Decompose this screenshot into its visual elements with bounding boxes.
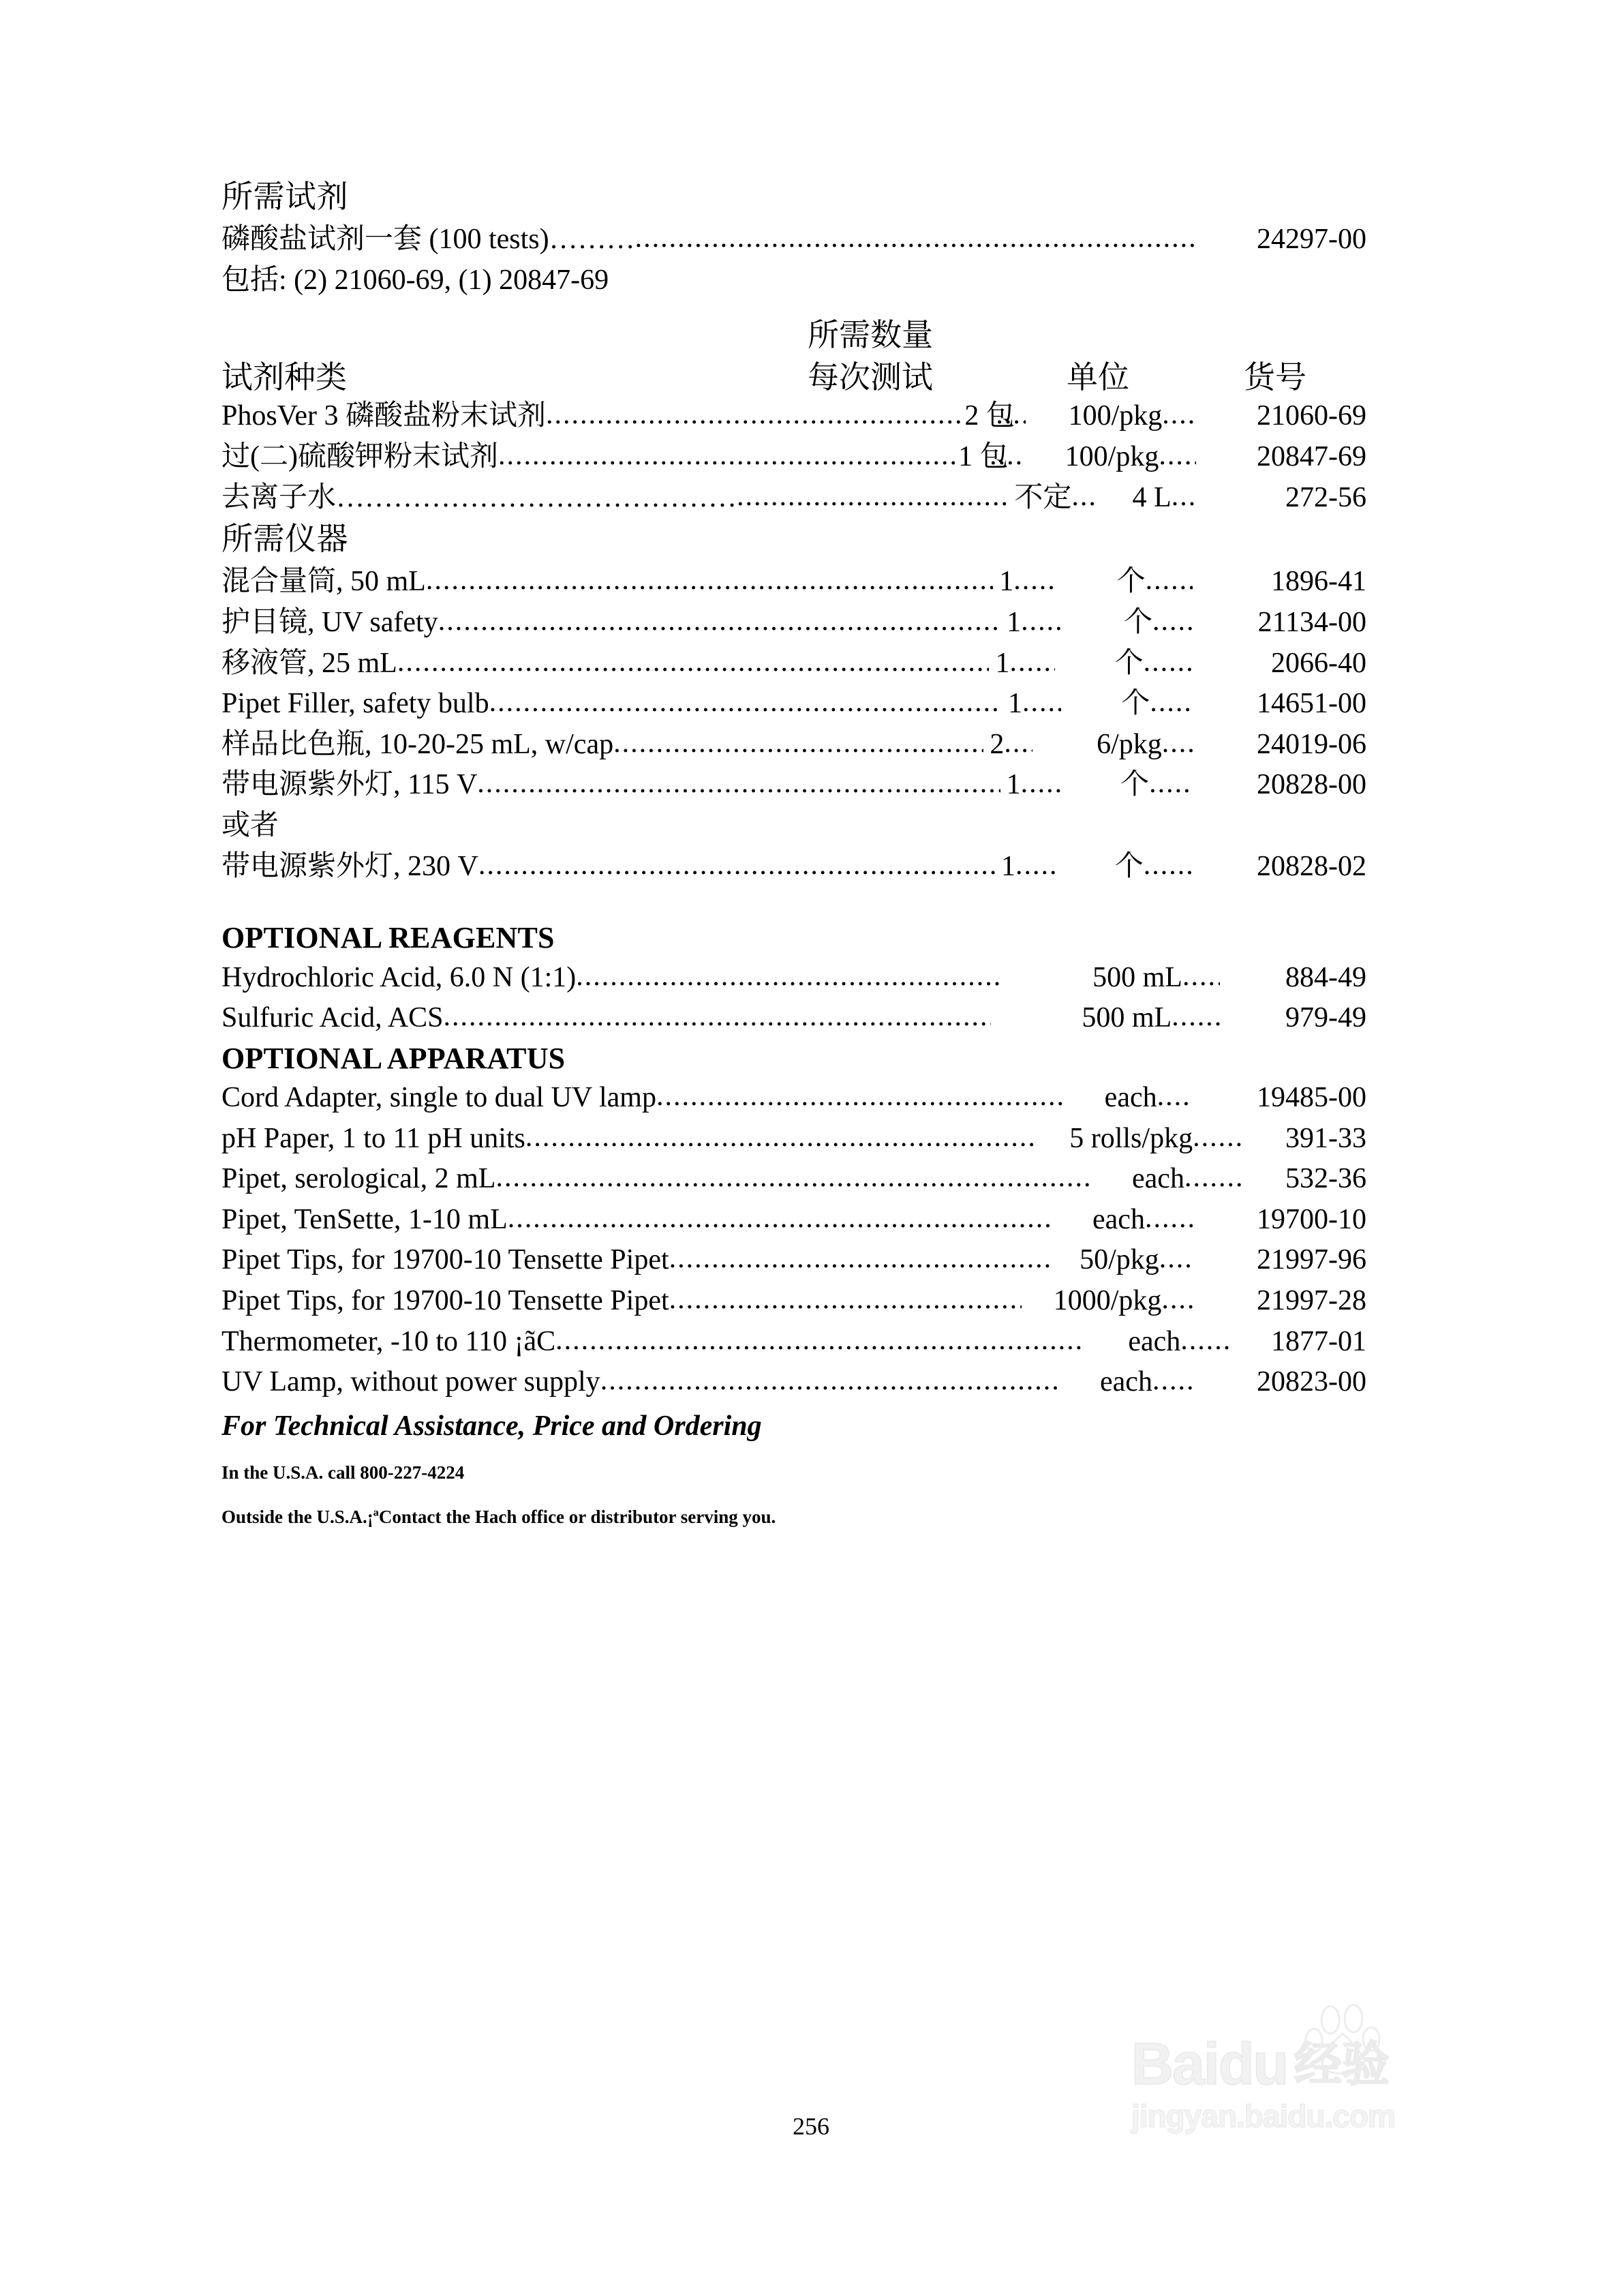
technical-assistance-title: For Technical Assistance, Price and Ordering: [221, 1410, 762, 1442]
table-row: [221, 1159, 1366, 1200]
leader-dots: [1152, 1361, 1193, 1402]
table-row: [221, 1078, 1366, 1119]
leader-dots: [600, 1361, 1057, 1402]
reagent-unit: 100/pkg: [1065, 440, 1159, 472]
optional-apparatus-name: UV Lamp, without power supply: [221, 1366, 600, 1398]
optional-apparatus-catalog: 19485-00: [1257, 1081, 1366, 1113]
leader-dots: [1182, 956, 1220, 997]
reagent-qty: 2 包: [964, 400, 1015, 432]
leader-dots: [635, 218, 1196, 259]
apparatus-name: 带电源紫外灯, 115 V: [221, 769, 478, 801]
leader-dots: [1150, 682, 1193, 723]
reagent-kit-row: [221, 220, 1366, 260]
apparatus-catalog: 2066-40: [1271, 647, 1366, 679]
apparatus-table: [221, 562, 1366, 887]
reagent-name: PhosVer 3 磷酸盐粉末试剂: [221, 400, 547, 432]
optional-apparatus-unit: each: [1100, 1366, 1152, 1398]
reagent-column-headers: [221, 352, 1366, 396]
apparatus-name: Pipet Filler, safety bulb: [221, 688, 489, 720]
table-row: [221, 958, 1366, 999]
column-header-catalog: 货号: [1244, 360, 1306, 395]
optional-apparatus-unit: 5 rolls/pkg: [1069, 1122, 1193, 1154]
optional-apparatus-unit: 50/pkg: [1080, 1244, 1159, 1276]
leader-dots: [498, 436, 958, 477]
optional-apparatus-name: Cord Adapter, single to dual UV lamp: [221, 1081, 656, 1113]
paw-print-icon: [1303, 2002, 1385, 2077]
optional-apparatus-catalog: 1877-01: [1271, 1325, 1366, 1357]
leader-dots: [1013, 560, 1056, 601]
table-row: [221, 1281, 1366, 1322]
spacer: [221, 301, 1366, 310]
watermark-logo-row: [1131, 2031, 1513, 2097]
optional-apparatus-catalog: 532-36: [1285, 1163, 1366, 1195]
reagent-name: 过(二)硫酸钾粉末试剂: [221, 440, 498, 472]
leader-dots: [1172, 997, 1220, 1038]
apparatus-qty: 1: [999, 566, 1014, 598]
apparatus-qty: 1: [1007, 606, 1022, 638]
leader-dots: [508, 1198, 1050, 1239]
leader-dots: [525, 1117, 1036, 1158]
apparatus-unit: 个: [1120, 769, 1150, 801]
apparatus-unit: 个: [1124, 606, 1153, 638]
column-header-kind: 试剂种类: [221, 360, 347, 395]
optional-reagents-heading: OPTIONAL REAGENTS: [221, 921, 555, 955]
apparatus-name: 混合量筒, 50 mL: [221, 566, 426, 598]
required-reagents-heading: 所需试剂: [221, 179, 348, 214]
optional-reagent-catalog: 884-49: [1285, 961, 1366, 993]
leader-dots: [1004, 723, 1032, 764]
leader-dots: [1161, 1280, 1193, 1320]
reagent-qty: 1 包: [958, 440, 1009, 472]
table-row: [221, 1240, 1366, 1281]
leader-dots: [576, 956, 1002, 997]
table-row: [221, 396, 1366, 437]
optional-reagents-table: [221, 958, 1366, 1039]
table-row: [221, 644, 1366, 684]
apparatus-name: 样品比色瓶, 10-20-25 mL, w/cap: [221, 728, 614, 760]
leader-dots: [990, 436, 1022, 477]
reagent-catalog: 20847-69: [1257, 440, 1366, 472]
leader-dots: [1015, 845, 1055, 886]
reagent-catalog: 21060-69: [1257, 400, 1366, 432]
table-row: [221, 478, 1366, 519]
leader-dots: [555, 1320, 1085, 1361]
optional-apparatus-catalog: 391-33: [1285, 1122, 1366, 1154]
optional-apparatus-name: Thermometer, -10 to 110 ¡ãC: [221, 1325, 556, 1357]
optional-apparatus-catalog: 20823-00: [1257, 1366, 1366, 1398]
optional-apparatus-unit: each: [1132, 1163, 1184, 1195]
leader-dots: [669, 1239, 1050, 1280]
leader-dots: [477, 764, 1000, 804]
leader-dots: [546, 395, 964, 436]
optional-reagent-name: Sulfuric Acid, ACS: [221, 1002, 444, 1034]
apparatus-unit: 个: [1121, 688, 1150, 720]
optional-reagent-name: Hydrochloric Acid, 6.0 N (1:1): [221, 961, 577, 993]
leader-dots: [495, 1158, 1089, 1198]
table-row: [221, 1322, 1366, 1363]
leader-dots: [426, 560, 993, 601]
leader-dots: [613, 723, 983, 764]
quantity-required-label: 所需数量: [808, 318, 933, 353]
apparatus-unit: 6/pkg: [1097, 728, 1162, 760]
table-row: [221, 1200, 1366, 1241]
optional-apparatus-name: Pipet, serological, 2 mL: [221, 1163, 496, 1195]
optional-apparatus-name: pH Paper, 1 to 11 pH units: [221, 1122, 525, 1154]
optional-apparatus-unit: each: [1092, 1203, 1145, 1235]
table-row: [221, 437, 1366, 478]
leader-dots: [1146, 560, 1193, 601]
leader-dots: [1021, 764, 1060, 804]
leader-dots: [438, 601, 1000, 642]
apparatus-name: 带电源紫外灯, 230 V: [221, 850, 478, 882]
apparatus-catalog: 20828-02: [1257, 850, 1366, 882]
optional-apparatus-unit: 1000/pkg: [1053, 1285, 1162, 1317]
apparatus-catalog: 14651-00: [1257, 688, 1367, 720]
apparatus-qty: 1: [1006, 769, 1021, 801]
apparatus-qty: 1: [1001, 850, 1016, 882]
optional-apparatus-heading: OPTIONAL APPARATUS: [221, 1041, 566, 1075]
optional-apparatus-catalog: 19700-10: [1257, 1203, 1366, 1235]
required-apparatus-heading: 所需仪器: [221, 522, 348, 557]
optional-apparatus-unit: each: [1104, 1081, 1157, 1113]
table-row: [221, 562, 1366, 603]
usa-contact-line: In the U.S.A. call 800-227-4224: [221, 1462, 465, 1483]
reagent-unit: 100/pkg: [1068, 400, 1163, 432]
leader-dots: [1157, 1076, 1193, 1117]
table-row: [221, 765, 1366, 806]
apparatus-name: 移液管, 25 mL: [221, 647, 397, 679]
leader-dots: [1172, 477, 1196, 517]
reagents-table: [221, 396, 1366, 518]
leader-dots: [669, 1280, 1022, 1320]
column-header-unit: 单位: [1067, 360, 1129, 395]
leader-dots: [1009, 642, 1054, 683]
leader-dots: [1193, 1117, 1244, 1158]
apparatus-catalog: 21134-00: [1257, 606, 1366, 638]
baidu-logo-text: Baidu: [1131, 2031, 1287, 2097]
reagent-kit-name: 磷酸盐试剂一套 (100 tests)………: [221, 224, 635, 256]
optional-reagent-unit: 500 mL: [1082, 1002, 1172, 1034]
reagent-name: 去离子水……………………………………: [221, 481, 737, 513]
optional-apparatus-catalog: 21997-96: [1257, 1244, 1366, 1276]
optional-apparatus-name: Pipet Tips, for 19700-10 Tensette Pipet: [221, 1244, 669, 1276]
table-row: [221, 847, 1366, 888]
page-number: 256: [793, 2113, 829, 2140]
reagent-catalog: 272-56: [1285, 481, 1366, 513]
table-row: [221, 1119, 1366, 1160]
apparatus-unit: 个: [1114, 850, 1144, 882]
leader-dots: [478, 845, 995, 886]
apparatus-catalog: 24019-06: [1257, 728, 1366, 760]
outside-usa-contact-line: Outside the U.S.A.¡ªContact the Hach office or distributor serving you.: [221, 1506, 776, 1527]
apparatus-unit: 个: [1114, 647, 1144, 679]
leader-dots: [1149, 764, 1193, 804]
apparatus-qty: 1: [1007, 688, 1022, 720]
apparatus-qty: 2: [990, 728, 1005, 760]
leader-dots: [996, 395, 1026, 436]
optional-apparatus-name: Pipet, TenSette, 1-10 mL: [221, 1203, 508, 1235]
reagent-qty: 不定: [1014, 481, 1072, 513]
apparatus-catalog: 20828-00: [1257, 769, 1366, 801]
leader-dots: [656, 1076, 1062, 1117]
leader-dots: [1162, 723, 1193, 764]
baidu-watermark-url: jingyan.baidu.com: [1131, 2098, 1395, 2134]
optional-reagent-unit: 500 mL: [1092, 961, 1182, 993]
leader-dots: [1144, 642, 1193, 683]
table-row: [221, 725, 1366, 766]
leader-dots: [1145, 1198, 1193, 1239]
apparatus-qty: 1: [995, 647, 1010, 679]
leader-dots: [1071, 477, 1096, 517]
optional-apparatus-table: [221, 1078, 1366, 1403]
apparatus-unit: 个: [1116, 566, 1146, 598]
leader-dots: [1159, 1239, 1193, 1280]
page-content: [221, 176, 1366, 1529]
baidu-jingyan-text: 经验: [1294, 2038, 1390, 2091]
leader-dots: [1180, 1320, 1234, 1361]
apparatus-catalog: 1896-41: [1271, 566, 1366, 598]
leader-dots: [737, 477, 1010, 517]
leader-dots: [1159, 436, 1196, 477]
optional-apparatus-name: Pipet Tips, for 19700-10 Tensette Pipet: [221, 1285, 669, 1317]
optional-reagent-catalog: 979-49: [1285, 1002, 1366, 1034]
optional-apparatus-catalog: 21997-28: [1257, 1285, 1366, 1317]
leader-dots: [1152, 601, 1193, 642]
leader-dots: [397, 642, 990, 683]
leader-dots: [1022, 682, 1061, 723]
optional-apparatus-unit: each: [1128, 1325, 1181, 1357]
leader-dots: [1144, 845, 1193, 886]
reagent-unit: 4 L: [1132, 481, 1172, 513]
column-header-per-test: 每次测试: [808, 360, 933, 395]
table-row: [221, 684, 1366, 725]
leader-dots: [1184, 1158, 1244, 1198]
leader-dots: [489, 682, 1002, 723]
quantity-header-band: [221, 310, 1366, 352]
apparatus-alternative-label: 或者: [221, 810, 279, 842]
reagent-kit-includes: 包括: (2) 21060-69, (1) 20847-69: [221, 264, 609, 296]
leader-dots: [1162, 395, 1196, 436]
table-row: [221, 603, 1366, 644]
table-row: [221, 998, 1366, 1039]
leader-dots: [1021, 601, 1064, 642]
reagent-kit-catalog: 24297-00: [1257, 224, 1366, 256]
leader-dots: [444, 997, 992, 1038]
table-row: [221, 1362, 1366, 1403]
apparatus-name: 护目镜, UV safety: [221, 606, 438, 638]
